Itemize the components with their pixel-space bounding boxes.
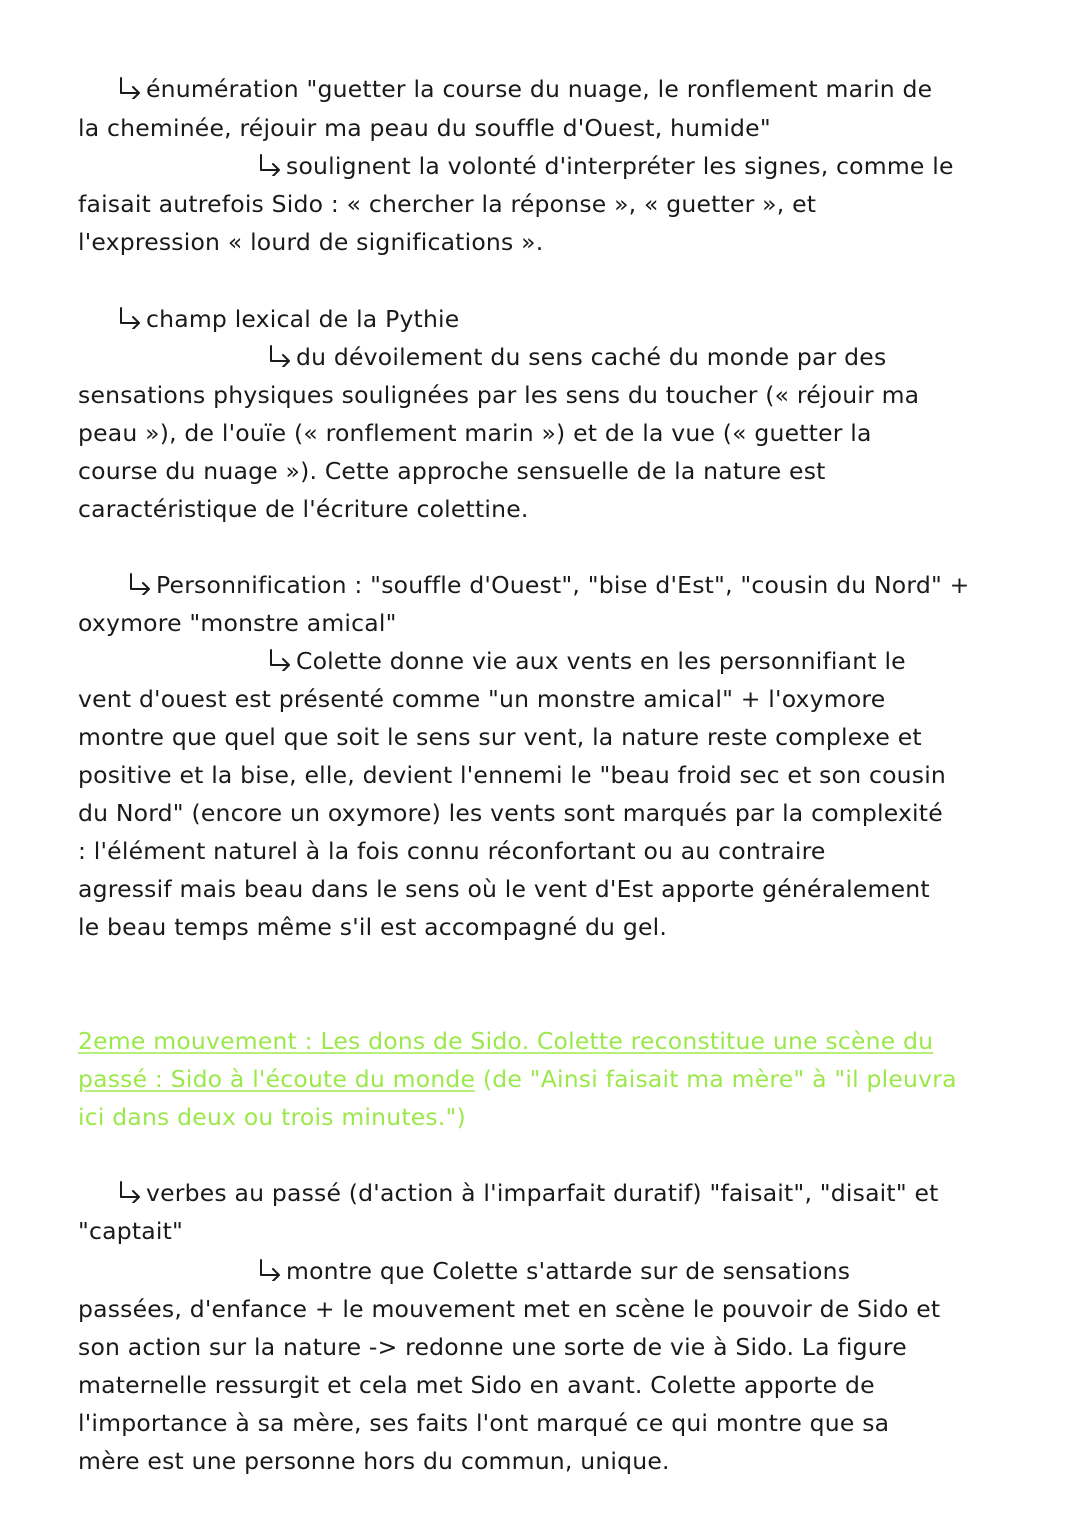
down-right-arrow-icon [268, 649, 292, 671]
note-line: passées, d'enfance + le mouvement met en scène le pouvoir de Sido et [78, 1295, 941, 1323]
note-line: verbes au passé (d'action à l'imparfait duratif) "faisait", "disait" et [118, 1178, 939, 1208]
note-line: : l'élément naturel à la fois connu réconfortant ou au contraire [78, 837, 826, 865]
note-line: la cheminée, réjouir ma peau du souffle d'Ouest, humide" [78, 114, 771, 142]
note-line: Colette donne vie aux vents en les personnifiant le [268, 646, 906, 676]
note-line: agressif mais beau dans le sens où le vent d'Est apporte généralement [78, 875, 930, 903]
note-line: vent d'ouest est présenté comme "un monstre amical" + l'oxymore [78, 685, 886, 713]
down-right-arrow-icon [268, 345, 292, 367]
note-line: énumération "guetter la course du nuage, le ronflement marin de [118, 74, 932, 104]
section-heading: ici dans deux ou trois minutes.") [78, 1103, 466, 1131]
note-line: "captait" [78, 1217, 184, 1245]
note-line: l'expression « lourd de significations ». [78, 228, 544, 256]
note-line: l'importance à sa mère, ses faits l'ont marqué ce qui montre que sa [78, 1409, 890, 1437]
note-line: sensations physiques soulignées par les sens du toucher (« réjouir ma [78, 381, 920, 409]
note-line: oxymore "monstre amical" [78, 609, 397, 637]
note-line: caractéristique de l'écriture colettine. [78, 495, 529, 523]
note-line: du Nord" (encore un oxymore) les vents sont marqués par la complexité [78, 799, 943, 827]
note-line: positive et la bise, elle, devient l'ennemi le "beau froid sec et son cousin [78, 761, 947, 789]
note-line: maternelle ressurgit et cela met Sido en avant. Colette apporte de [78, 1371, 875, 1399]
note-line: soulignent la volonté d'interpréter les signes, comme le [258, 151, 954, 181]
section-heading: passé : Sido à l'écoute du monde (de "Ainsi faisait ma mère" à "il pleuvra [78, 1065, 957, 1093]
note-line: montre que Colette s'attarde sur de sensations [258, 1256, 850, 1286]
note-line: peau »), de l'ouïe (« ronflement marin ») et de la vue (« guetter la [78, 419, 872, 447]
note-line: course du nuage »). Cette approche sensuelle de la nature est [78, 457, 826, 485]
down-right-arrow-icon [258, 154, 282, 176]
note-line: le beau temps même s'il est accompagné du gel. [78, 913, 668, 941]
section-heading: 2eme mouvement : Les dons de Sido. Colette reconstitue une scène du [78, 1027, 934, 1055]
note-line: faisait autrefois Sido : « chercher la réponse », « guetter », et [78, 190, 817, 218]
down-right-arrow-icon [118, 307, 142, 329]
note-line: montre que quel que soit le sens sur vent, la nature reste complexe et [78, 723, 922, 751]
note-line: du dévoilement du sens caché du monde par des [268, 342, 886, 372]
down-right-arrow-icon [118, 1181, 142, 1203]
note-line: mère est une personne hors du commun, unique. [78, 1447, 670, 1475]
down-right-arrow-icon [258, 1259, 282, 1281]
note-line: champ lexical de la Pythie [118, 304, 459, 334]
down-right-arrow-icon [118, 77, 142, 99]
down-right-arrow-icon [128, 573, 152, 595]
note-line: son action sur la nature -> redonne une sorte de vie à Sido. La figure [78, 1333, 907, 1361]
note-line: Personnification : "souffle d'Ouest", "bise d'Est", "cousin du Nord" + [128, 570, 970, 600]
